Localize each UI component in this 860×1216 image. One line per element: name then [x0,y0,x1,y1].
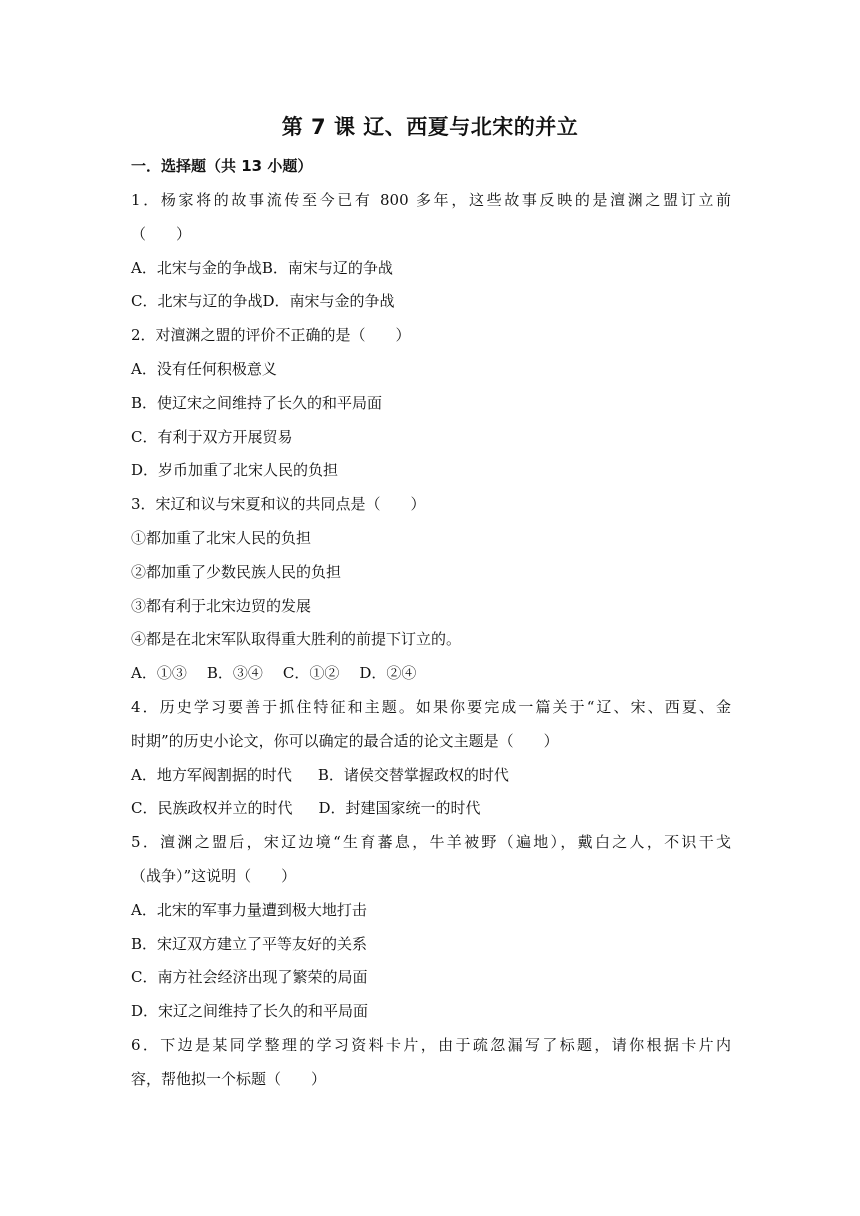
question-3-option-d: D．②④ [359,664,417,683]
question-1-stem-line-1: 1．杨家将的故事流传至今已有 800 多年，这些故事反映的是澶渊之盟订立前 [131,191,731,209]
question-6-stem-line-1: 6．下边是某同学整理的学习资料卡片，由于疏忽漏写了标题，请你根据卡片内 [131,1035,731,1054]
question-3-option-b: B．③④ [206,664,263,683]
question-2-option-b: B．使辽宋之间维持了长久的和平局面 [131,393,383,412]
question-4-options-row-2 [131,794,731,828]
question-5-option-c: C．南方社会经济出现了繁荣的局面 [131,968,368,987]
question-2-stem: 2．对澶渊之盟的评价不正确的是（ ） [131,326,411,345]
question-3-option-c: C．①② [282,664,340,683]
question-3-statement-2: ②都加重了少数民族人民的负担 [131,562,342,581]
question-3-stem: 3．宋辽和议与宋夏和议的共同点是（ ） [131,495,426,514]
question-5-option-a: A．北宋的军事力量遭到极大地打击 [131,900,367,919]
question-2-option-c: C．有利于双方开展贸易 [131,427,293,446]
question-list [131,186,731,1099]
question-5-option-b: B．宋辽双方建立了平等友好的关系 [131,934,368,953]
question-4-option-a: A．地方军阀割据的时代 [131,765,292,784]
section-heading: 一．选择题（共 13 小题） [131,157,313,175]
question-3-statement-3: ③都有利于北宋边贸的发展 [131,596,312,615]
question-3-statement-4: ④都是在北宋军队取得重大胜利的前提下订立的。 [131,630,462,649]
question-2-option-a: A．没有任何积极意义 [131,359,277,378]
question-4-stem-line-1: 4．历史学习要善于抓住特征和主题。如果你要完成一篇关于“辽、宋、西夏、金 [131,697,731,716]
question-1-option-cd: C．北宋与辽的争战D．南宋与金的争战 [131,292,395,311]
question-3-statement-1: ①都加重了北宋人民的负担 [131,528,312,547]
page-title: 第 7 课 辽、西夏与北宋的并立 [281,115,579,139]
question-5-stem-line-1: 5．澶渊之盟后，宋辽边境“生育蕃息，牛羊被野（遍地），戴白之人，不识干戈 [131,833,731,852]
question-6-stem-line-2: 容，帮他拟一个标题（ ） [131,1069,327,1088]
question-4-stem-line-2: 时期”的历史小论文，你可以确定的最合适的论文主题是（ ） [131,731,559,750]
question-1-stem-line-2: （ ） [131,224,192,243]
question-2-option-d: D．岁币加重了北宋人民的负担 [131,461,339,480]
question-3-options [131,659,731,693]
question-4-option-b: B．诸侯交替掌握政权的时代 [317,765,509,784]
question-4-option-d: D．封建国家统一的时代 [318,799,481,818]
question-4-option-c: C．民族政权并立的时代 [131,799,293,818]
question-4-options-row-1 [131,761,731,795]
question-3-option-a: A．①③ [131,664,187,683]
question-1-option-ab: A．北宋与金的争战B．南宋与辽的争战 [131,258,393,277]
question-5-stem-line-2: （战争）”这说明（ ） [131,866,297,885]
question-5-option-d: D．宋辽之间维持了长久的和平局面 [131,1002,369,1021]
